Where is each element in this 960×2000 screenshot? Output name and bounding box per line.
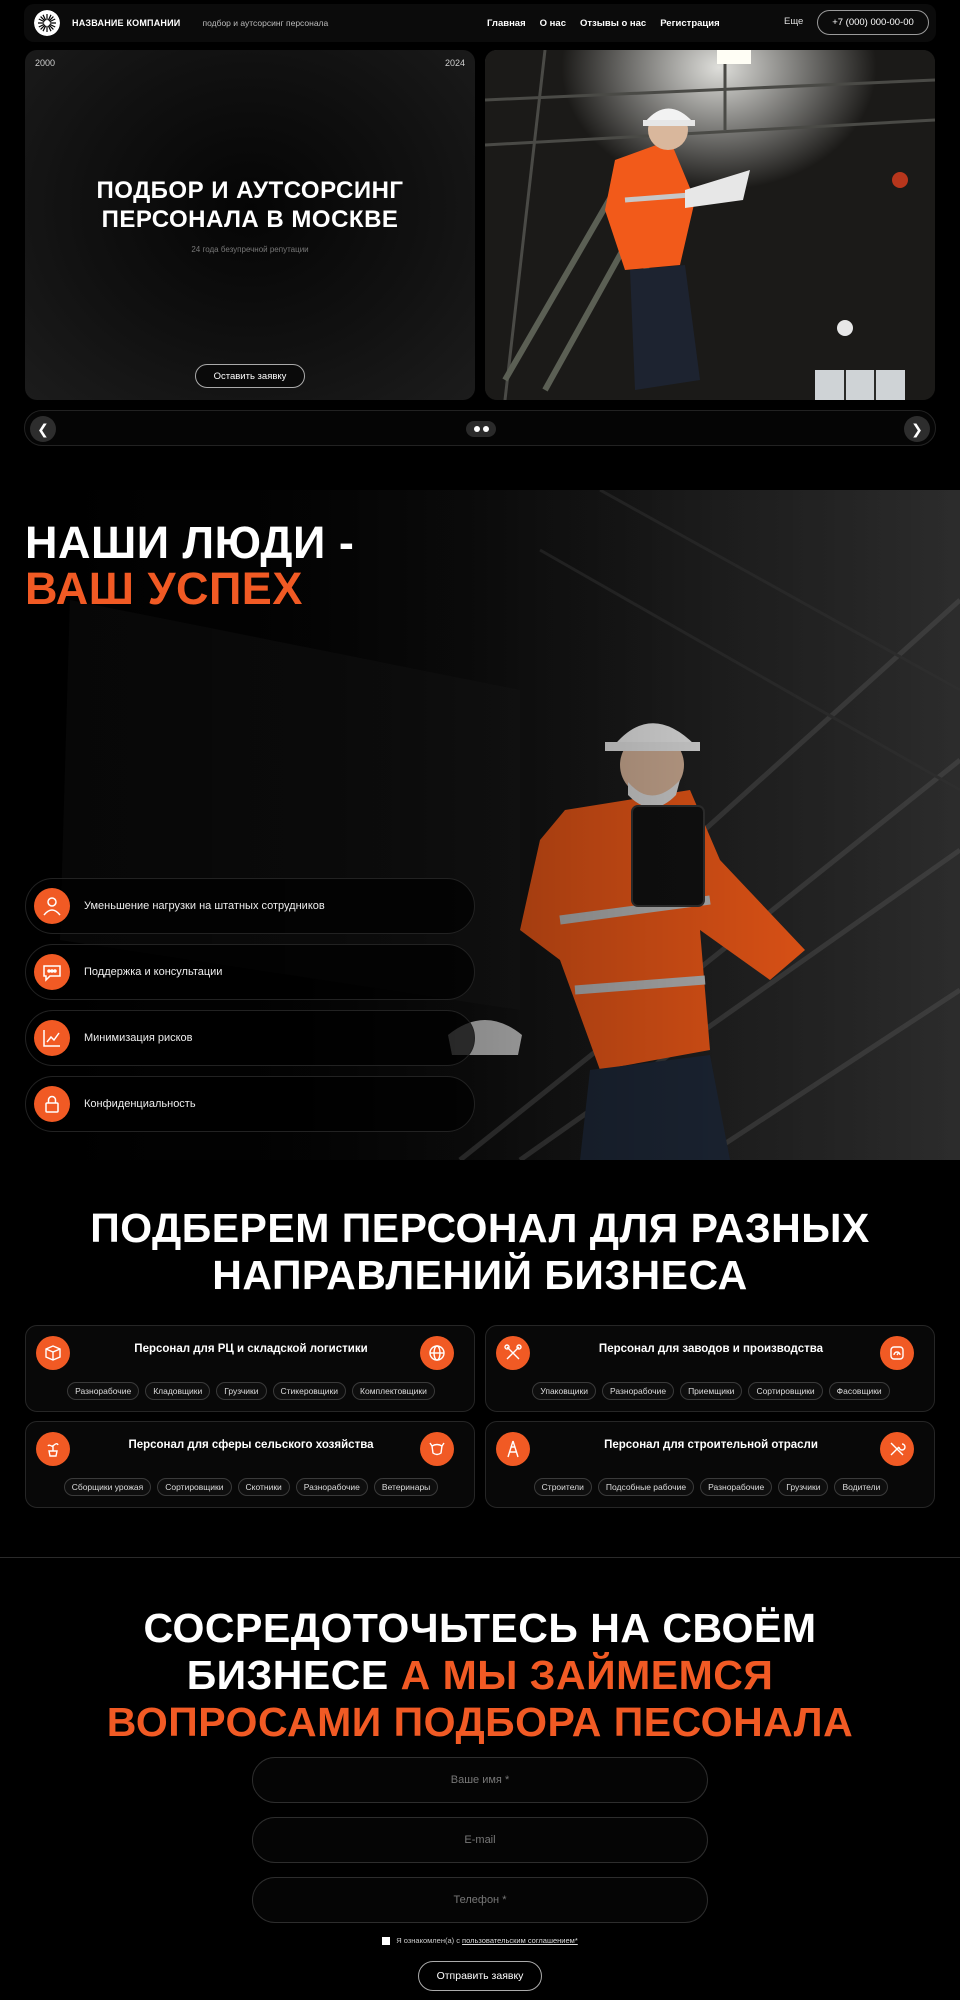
- benefit-item: [25, 1076, 475, 1132]
- form-title-line2-white: БИЗНЕСЕ: [186, 1652, 401, 1698]
- tag[interactable]: Ветеринары: [374, 1478, 438, 1496]
- people-title: [25, 517, 355, 614]
- hero-subtitle: 24 года безупречной репутации: [191, 245, 309, 254]
- wrench-icon: [880, 1432, 914, 1466]
- hero-title: [25, 176, 475, 234]
- consent-text: [396, 1936, 578, 1945]
- lock-icon: [34, 1086, 70, 1122]
- tag[interactable]: Сборщики урожая: [64, 1478, 152, 1496]
- direction-card-logistics[interactable]: [25, 1325, 475, 1412]
- slider-dot[interactable]: [483, 426, 489, 432]
- benefit-item: [25, 878, 475, 934]
- form-title: [0, 1605, 960, 1746]
- consent-checkbox[interactable]: [382, 1937, 390, 1945]
- direction-card-agriculture[interactable]: [25, 1421, 475, 1508]
- tag[interactable]: Разнорабочие: [700, 1478, 772, 1496]
- tag[interactable]: Кладовщики: [145, 1382, 210, 1400]
- our-people-section: [0, 490, 960, 1160]
- consent-label: Я ознакомлен(а) с: [396, 1936, 463, 1945]
- form-title-line3: ВОПРОСАМИ ПОДБОРА ПЕСОНАЛА: [106, 1699, 854, 1745]
- benefit-label: Конфиденциальность: [84, 1098, 196, 1110]
- tag[interactable]: Сортировщики: [748, 1382, 822, 1400]
- people-icon: [34, 888, 70, 924]
- leave-request-button[interactable]: Оставить заявку: [195, 364, 305, 388]
- submit-request-button[interactable]: Отправить заявку: [418, 1961, 542, 1991]
- hero-title-line1: ПОДБОР И АУТСОРСИНГ: [96, 177, 404, 204]
- benefit-label: Уменьшение нагрузки на штатных сотрудников: [84, 900, 325, 912]
- user-agreement-link[interactable]: пользовательским соглашением*: [462, 1936, 578, 1945]
- nav-home[interactable]: Главная: [487, 17, 526, 29]
- hero-card: [25, 50, 475, 400]
- directions-title-line2: НАПРАВЛЕНИЙ БИЗНЕСА: [212, 1252, 748, 1298]
- tag[interactable]: Разнорабочие: [67, 1382, 139, 1400]
- brand-tagline: подбор и аутсорсинг персонала: [202, 18, 329, 28]
- tag[interactable]: Разнорабочие: [602, 1382, 674, 1400]
- direction-card-title: Персонал для РЦ и складской логистики: [134, 1343, 368, 1355]
- tag[interactable]: Водители: [834, 1478, 888, 1496]
- nav-registration[interactable]: Регистрация: [660, 17, 720, 29]
- form-title-line2-orange: А МЫ ЗАЙМЕМСЯ: [400, 1652, 774, 1698]
- chevron-right-icon[interactable]: ❯: [904, 416, 930, 442]
- tag[interactable]: Подсобные рабочие: [598, 1478, 694, 1496]
- directions-title: [0, 1205, 960, 1299]
- form-title-line1: СОСРЕДОТОЧЬТЕСЬ НА СВОЁМ: [143, 1605, 817, 1651]
- tag-list: [486, 1478, 936, 1496]
- phone-button[interactable]: +7 (000) 000-00-00: [817, 10, 929, 35]
- tag[interactable]: Комплектовщики: [352, 1382, 435, 1400]
- tag[interactable]: Разнорабочие: [296, 1478, 368, 1496]
- chat-icon: [34, 954, 70, 990]
- name-field[interactable]: [252, 1757, 708, 1803]
- year-start: 2000: [35, 58, 56, 68]
- benefit-item: [25, 944, 475, 1000]
- email-field[interactable]: [252, 1817, 708, 1863]
- benefit-item: [25, 1010, 475, 1066]
- globe-icon: [420, 1336, 454, 1370]
- nav-about[interactable]: О нас: [539, 17, 566, 29]
- people-title-line1: НАШИ ЛЮДИ -: [25, 517, 355, 568]
- direction-card-factories[interactable]: [485, 1325, 935, 1412]
- main-nav: [487, 4, 720, 42]
- nav-reviews[interactable]: Отзывы о нас: [579, 17, 647, 29]
- slider-dot[interactable]: [474, 426, 480, 432]
- tag[interactable]: Грузчики: [778, 1478, 828, 1496]
- gauge-icon: [880, 1336, 914, 1370]
- people-title-line2: ВАШ УСПЕХ: [25, 563, 303, 614]
- tag[interactable]: Упаковщики: [532, 1382, 596, 1400]
- direction-card-title: Персонал для заводов и производства: [598, 1343, 824, 1355]
- benefit-label: Поддержка и консультации: [84, 966, 223, 978]
- tag-list: [26, 1382, 476, 1400]
- brand-name[interactable]: НАЗВАНИЕ КОМПАНИИ: [72, 18, 181, 28]
- tag[interactable]: Сортировщики: [157, 1478, 231, 1496]
- slider-dots[interactable]: [466, 421, 496, 437]
- tag[interactable]: Строители: [534, 1478, 592, 1496]
- tag[interactable]: Стикеровщики: [273, 1382, 347, 1400]
- worker-photo-illustration: [485, 50, 935, 400]
- nav-more[interactable]: Еще: [784, 16, 804, 27]
- hero-title-line2: ПЕРСОНАЛА В МОСКВЕ: [101, 206, 399, 233]
- phone-field[interactable]: [252, 1877, 708, 1923]
- tag[interactable]: Приемщики: [680, 1382, 742, 1400]
- benefit-label: Минимизация рисков: [84, 1032, 193, 1044]
- year-end: 2024: [444, 58, 465, 68]
- tag-list: [26, 1478, 476, 1496]
- direction-card-title: Персонал для сферы сельского хозяйства: [128, 1439, 374, 1451]
- tag[interactable]: Скотники: [238, 1478, 290, 1496]
- consent-row: [0, 1936, 960, 1945]
- tag[interactable]: Грузчики: [216, 1382, 266, 1400]
- tag[interactable]: Фасовщики: [829, 1382, 890, 1400]
- hero-slider-controls: [24, 410, 936, 446]
- direction-card-title: Персонал для строительной отрасли: [604, 1439, 818, 1451]
- section-divider: [0, 1557, 960, 1558]
- cow-icon: [420, 1432, 454, 1466]
- hero-photo-worker: [485, 50, 935, 400]
- directions-title-line1: ПОДБЕРЕМ ПЕРСОНАЛ ДЛЯ РАЗНЫХ: [90, 1205, 870, 1251]
- site-header: [24, 4, 936, 42]
- chart-icon: [34, 1020, 70, 1056]
- direction-card-construction[interactable]: [485, 1421, 935, 1508]
- chevron-left-icon[interactable]: ❮: [30, 416, 56, 442]
- form-title-line2: [0, 1652, 960, 1699]
- tag-list: [486, 1382, 936, 1400]
- sunburst-logo-icon[interactable]: [34, 10, 60, 36]
